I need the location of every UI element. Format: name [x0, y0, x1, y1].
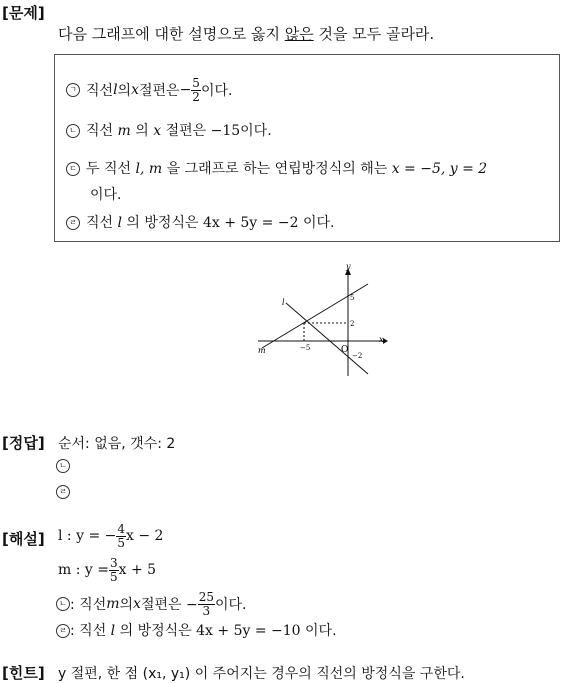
line-m-label: m	[258, 346, 266, 355]
explanation-1-text-c: 절편은 −	[140, 597, 198, 613]
explanation-1-text-a: : 직선	[70, 597, 107, 613]
option-2-text-d: 이다.	[240, 123, 272, 139]
x-axis-arrow	[383, 338, 388, 344]
option-2-text: 직선	[86, 123, 118, 139]
explanation-2-equation: 4x + 5y = −10	[196, 623, 301, 639]
answer-line: 순서: 없음, 갯수: 2	[58, 436, 176, 452]
option-4-text-d: 이다.	[298, 215, 335, 231]
line-graph	[250, 258, 390, 380]
l-eq-den: 5	[117, 535, 126, 550]
explanation-1-var2: x	[133, 596, 141, 612]
explanation-2-text-d: 이다.	[300, 623, 337, 639]
m-eq-part-a: m : y =	[58, 562, 109, 578]
explanation-1-var: m	[106, 596, 120, 612]
l-eq-part-b: x − 2	[126, 528, 164, 544]
explanation-2-text-b: 의 방정식은	[115, 623, 197, 639]
question-part: 다음 그래프에 대한 설명으로 옳지	[58, 25, 285, 43]
tick-label-2: 2	[350, 320, 355, 328]
explanation-1-mark: ㄴ	[56, 597, 70, 611]
answer-tag: [정답]	[2, 434, 45, 452]
answer-mark-1	[56, 458, 76, 474]
option-4-text: 직선	[86, 215, 118, 231]
option-4-text-b: 의 방정식은	[121, 215, 203, 231]
x-axis-label: x	[379, 335, 384, 344]
option-3-mark: ㄷ	[66, 162, 80, 176]
explanation-line-2	[56, 620, 337, 640]
l-eq-fraction	[116, 523, 126, 550]
option-2-mark: ㄴ	[66, 124, 80, 138]
explanation-2-var: l	[110, 623, 116, 639]
option-1-text-b: 의	[117, 83, 132, 99]
option-1-var2: x	[131, 82, 139, 98]
option-3-vars: l, m	[135, 161, 163, 177]
option-4-equation: 4x + 5y = −2	[202, 215, 299, 231]
option-4-mark: ㄹ	[66, 216, 80, 230]
option-1-fraction	[191, 77, 201, 104]
option-1-text: 직선	[86, 83, 114, 99]
question-tail: 것을 모두 골라라.	[313, 25, 435, 43]
option-4	[66, 212, 334, 232]
explanation-1-text-b: 의	[119, 597, 134, 613]
option-2-text-b: 의	[130, 123, 154, 139]
explanation-line-1	[56, 586, 246, 622]
explanation-1-den: 3	[202, 603, 211, 618]
option-2-var: m	[117, 123, 131, 139]
option-4-var: l	[117, 215, 122, 231]
explanation-1-fraction	[198, 591, 215, 618]
y-axis-label: y	[346, 262, 351, 271]
option-1-mark: ㄱ	[66, 83, 80, 97]
option-1-var: l	[113, 82, 118, 98]
option-3-text: 두 직선	[86, 161, 136, 177]
answer-mark-2-circle: ㄹ	[56, 485, 70, 499]
problem-tag: [문제]	[2, 4, 45, 22]
option-1-text-c: 절편은	[138, 83, 180, 99]
option-1	[66, 72, 232, 108]
option-1-den: 2	[192, 89, 200, 104]
explanation-2-mark: ㄹ	[56, 624, 70, 638]
option-1-text-d: 이다.	[200, 83, 233, 99]
tick-label-neg5: −5	[300, 344, 311, 352]
option-3-text-b: 을 그래프로 하는 연립방정식의 해는	[162, 161, 392, 177]
hint-tag: [힌트]	[2, 664, 45, 682]
m-eq-num: 3	[109, 555, 118, 570]
explanation-m-equation	[58, 552, 156, 588]
m-eq-den: 5	[109, 569, 118, 584]
question-underlined: 않은	[284, 25, 314, 43]
explanation-1-num: 25	[198, 589, 214, 604]
tick-label-5: 5	[350, 294, 355, 302]
option-3-solution: x = −5, y = 2	[391, 161, 488, 177]
option-3-line2: 이다.	[90, 187, 122, 203]
answer-mark-1-circle: ㄴ	[56, 459, 70, 473]
l-eq-part-a: l : y = −	[58, 528, 117, 544]
explanation-tag: [해설]	[2, 530, 45, 548]
explanation-2-text-a: : 직선	[70, 623, 111, 639]
answer-mark-2	[56, 484, 76, 500]
question-text	[58, 23, 434, 44]
option-1-num: 5	[192, 75, 200, 90]
line-l	[286, 303, 368, 374]
option-2-text-c: 절편은	[161, 123, 211, 139]
origin-label: O	[341, 345, 349, 355]
explanation-1-text-d: 이다.	[214, 597, 247, 613]
explanation-l-equation	[58, 518, 163, 554]
option-3	[66, 158, 487, 178]
tick-label-neg2: −2	[352, 352, 363, 360]
l-eq-num: 4	[117, 521, 126, 536]
option-2	[66, 120, 272, 140]
m-eq-fraction	[109, 557, 119, 584]
m-eq-part-b: x + 5	[118, 562, 157, 578]
option-1-minus: −	[179, 82, 192, 98]
option-2-var2: x	[153, 123, 162, 139]
line-l-label: l	[282, 298, 285, 307]
option-2-value: −15	[210, 123, 241, 139]
hint-text: y 절편, 한 점 (x₁, y₁) 이 주어지는 경우의 직선의 방정식을 구한다.	[58, 666, 465, 682]
